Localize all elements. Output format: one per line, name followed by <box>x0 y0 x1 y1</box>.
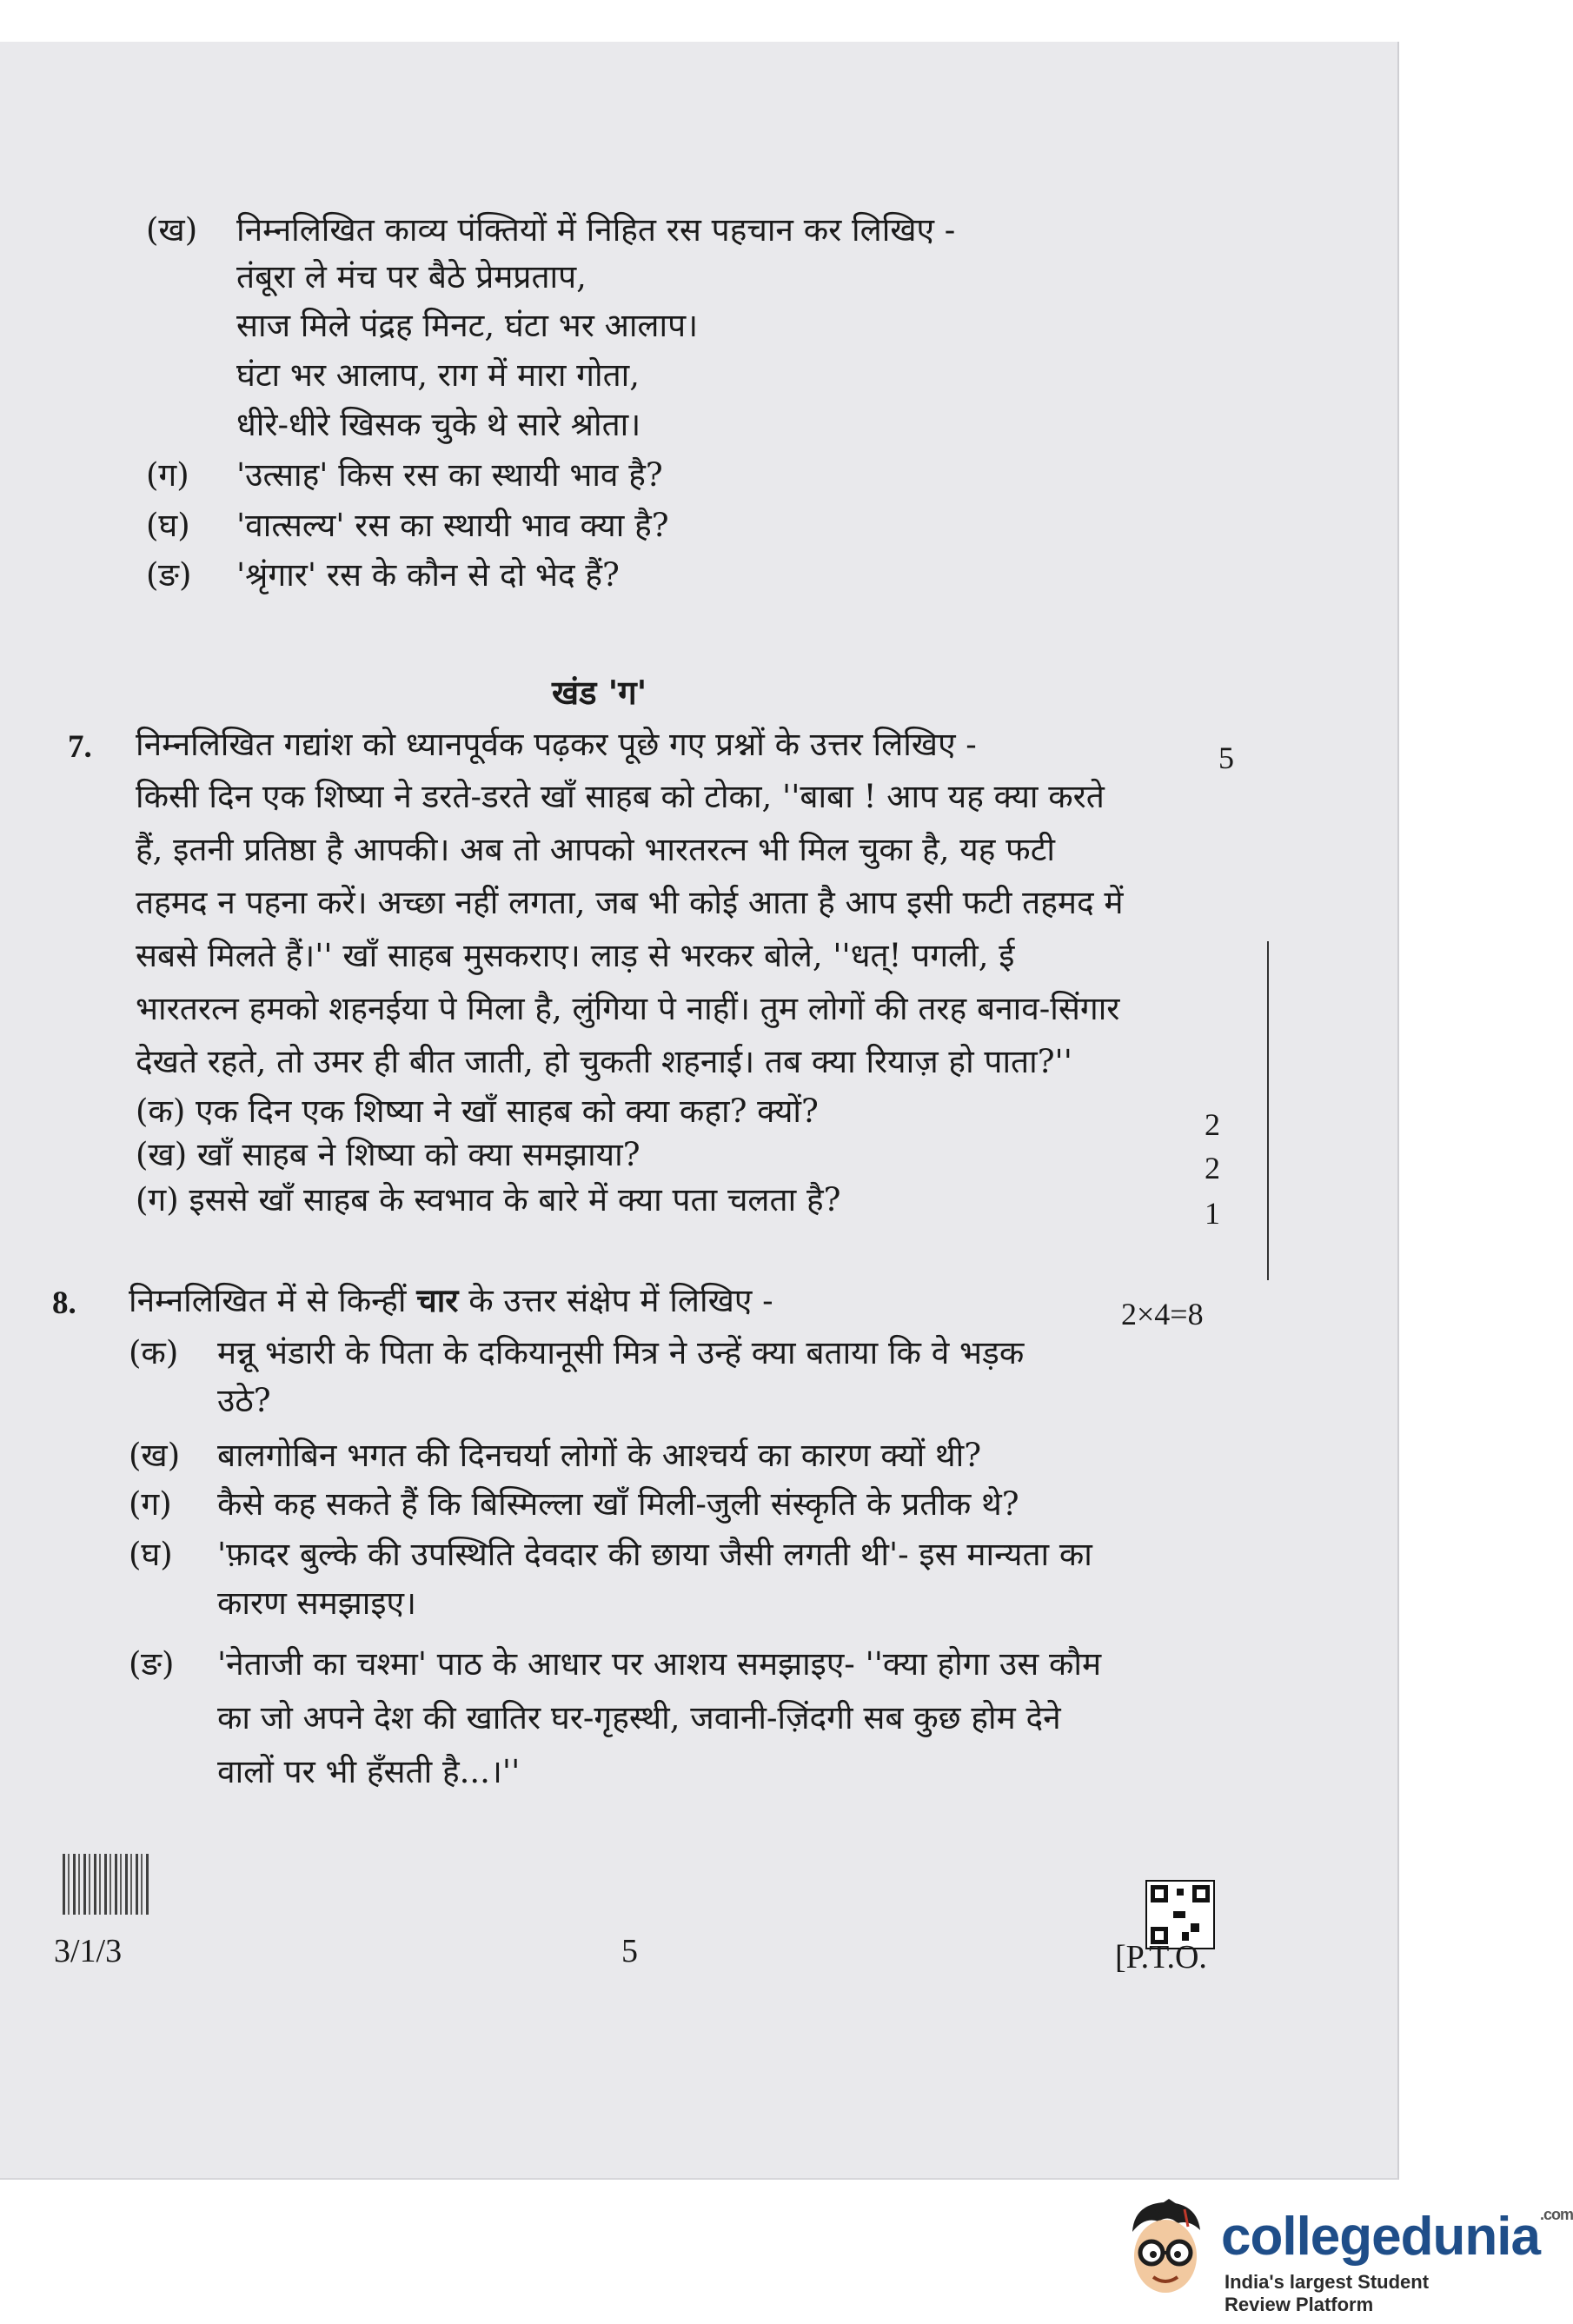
q8-instruction-post: के उत्तर संक्षेप में लिखिए - <box>468 1282 773 1319</box>
q6-nga-text: 'श्रृंगार' रस के कौन से दो भेद हैं? <box>236 556 620 594</box>
brand-name-text: collegedunia <box>1221 2207 1540 2267</box>
collegedunia-logo <box>1117 2181 1573 2315</box>
passage-line: किसी दिन एक शिष्या ने डरते-डरते खाँ साहब को टोका, ''बाबा ! आप यह क्या करते <box>136 778 1105 815</box>
q8-gha-line: कारण समझाइए। <box>217 1584 416 1622</box>
q7-sub-marks: 1 <box>1205 1196 1220 1231</box>
q8-marks: 2×4=8 <box>1121 1297 1204 1331</box>
q7-number: 7. <box>68 729 92 765</box>
q8-instruction <box>129 1281 773 1319</box>
q8-nga-label: (ङ) <box>129 1645 175 1683</box>
q7-marks: 5 <box>1218 740 1234 775</box>
q8-ka-line: मन्नू भंडारी के पिता के दकियानूसी मित्र ने उन्हें क्या बताया कि वे भड़क <box>217 1334 1025 1371</box>
page-number: 5 <box>621 1933 638 1969</box>
brand-tagline: India's largest Student Review Platform <box>1225 2271 1430 2315</box>
q8-gha-label: (घ) <box>129 1536 173 1573</box>
q7-sub-question: (ग) इससे खाँ साहब के स्वभाव के बारे में क्या पता चलता है? <box>136 1181 841 1218</box>
q8-kh-text: बालगोबिन भगत की दिनचर्या लोगों के आश्चर्य का कारण क्यों थी? <box>217 1437 982 1474</box>
poem-line: धीरे-धीरे खिसक चुके थे सारे श्रोता। <box>236 406 641 443</box>
q8-ga-label: (ग) <box>129 1485 172 1523</box>
q7-sub-marks: 2 <box>1205 1151 1220 1185</box>
pto-label: [P.T.O. <box>1115 1939 1207 1975</box>
q7-sub-marks: 2 <box>1205 1107 1220 1142</box>
passage-line: हैं, इतनी प्रतिष्ठा है आपकी। अब तो आपको भारतरत्न भी मिल चुका है, यह फटी <box>136 831 1055 868</box>
q6-ga-text: 'उत्साह' किस रस का स्थायी भाव है? <box>236 456 663 494</box>
q7-sub-question: (ख) खाँ साहब ने शिष्या को क्या समझाया? <box>136 1136 640 1173</box>
passage-line: तहमद न पहना करें। अच्छा नहीं लगता, जब भी कोई आता है आप इसी फटी तहमद में <box>136 884 1124 921</box>
q7-sub-question: (क) एक दिन एक शिष्या ने खाँ साहब को क्या कहा? क्यों? <box>136 1092 819 1130</box>
q6-gha-label: (घ) <box>146 507 190 544</box>
q6-kh-text: निम्नलिखित काव्य पंक्तियों में निहित रस पहचान कर लिखिए - <box>236 211 956 249</box>
q6-ga-label: (ग) <box>146 456 189 494</box>
q8-instruction-bold: चार <box>416 1281 459 1319</box>
q8-nga-line: का जो अपने देश की खातिर घर-गृहस्थी, जवानी-ज़िंदगी सब कुछ होम देने <box>217 1699 1061 1736</box>
poem-line: तंबूरा ले मंच पर बैठे प्रेमप्रताप, <box>236 258 587 295</box>
q8-instruction-pre: निम्नलिखित में से किन्हीं <box>129 1282 407 1319</box>
poem-line: साज मिले पंद्रह मिनट, घंटा भर आलाप। <box>236 307 699 344</box>
passage-line: भारतरत्न हमको शहनईया पे मिला है, लुंगिया पे नाहीं। तुम लोगों की तरह बनाव-सिंगार <box>136 990 1120 1027</box>
q8-gha-line: 'फ़ादर बुल्के की उपस्थिति देवदार की छाया जैसी लगती थी'- इस मान्यता का <box>217 1536 1092 1573</box>
q8-ka-label: (क) <box>129 1334 179 1371</box>
q8-nga-line: वालों पर भी हँसती है...।'' <box>217 1753 521 1790</box>
q6-nga-label: (ङ) <box>146 556 192 594</box>
q8-ga-text: कैसे कह सकते हैं कि बिस्मिल्ला खाँ मिली-जुली संस्कृति के प्रतीक थे? <box>217 1485 1019 1523</box>
q8-ka-line: उठे? <box>217 1382 271 1419</box>
barcode-icon <box>63 1854 149 1915</box>
section-heading: खंड 'ग' <box>552 673 647 712</box>
mascot-icon <box>1117 2197 1212 2301</box>
paper-code: 3/1/3 <box>54 1933 123 1969</box>
q7-instruction: निम्नलिखित गद्यांश को ध्यानपूर्वक पढ़कर पूछे गए प्रश्नों के उत्तर लिखिए - <box>136 726 977 763</box>
poem-line: घंटा भर आलाप, राग में मारा गोता, <box>236 356 640 394</box>
brand-name <box>1221 2206 1573 2268</box>
q8-number: 8. <box>52 1285 76 1321</box>
passage-line: सबसे मिलते हैं।'' खाँ साहब मुसकराए। लाड़ से भरकर बोले, ''धत्! पगली, ई <box>136 937 1015 974</box>
brand-suffix: .com <box>1539 2206 1573 2223</box>
exam-page <box>0 42 1399 2180</box>
q8-nga-line: 'नेताजी का चश्मा' पाठ के आधार पर आशय समझाइए- ''क्या होगा उस कौम <box>217 1645 1102 1683</box>
passage-line: देखते रहते, तो उमर ही बीत जाती, हो चुकती शहनाई। तब क्या रियाज़ हो पाता?'' <box>136 1043 1072 1080</box>
q6-kh-label: (ख) <box>146 211 198 249</box>
q6-gha-text: 'वात्सल्य' रस का स्थायी भाव क्या है? <box>236 507 669 544</box>
q8-kh-label: (ख) <box>129 1437 181 1474</box>
margin-rule <box>1267 941 1269 1280</box>
